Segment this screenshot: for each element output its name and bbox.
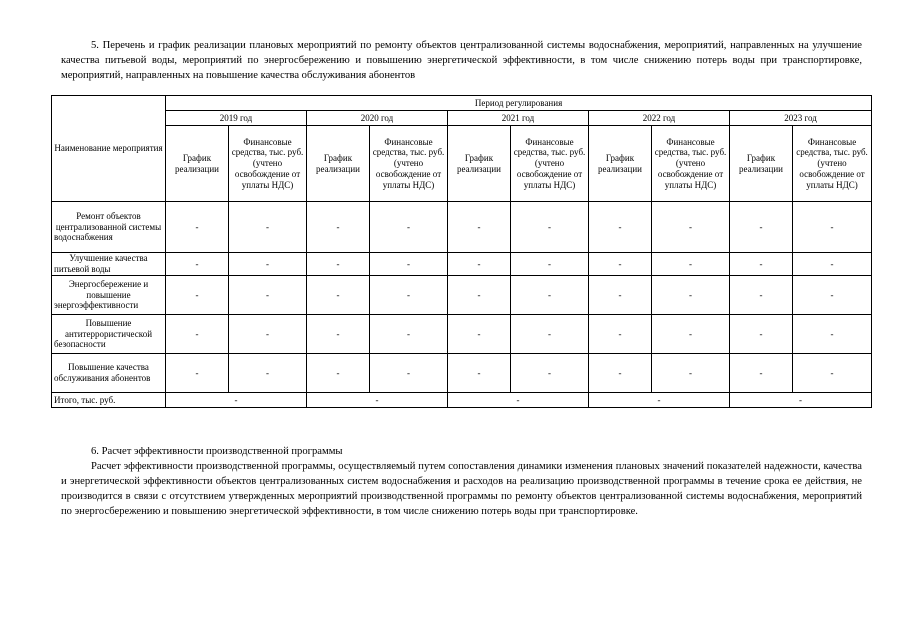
table-cell: - [448,202,511,253]
header-year: 2020 год [307,111,448,126]
table-cell: - [511,354,589,393]
total-cell: - [448,393,589,408]
table-cell: - [307,276,370,315]
table-cell: - [448,253,511,276]
header-year: 2022 год [589,111,730,126]
table-cell: - [229,354,307,393]
table-row [52,276,872,315]
table-cell: - [166,253,229,276]
row-name: Энергосбережение и повышение энергоэффективности [52,276,166,315]
header-schedule: График реализации [448,126,511,202]
table-cell: - [652,354,730,393]
table-cell: - [166,276,229,315]
header-period: Период регулирования [166,96,872,111]
table-cell: - [370,202,448,253]
row-name: Улучшение качества питьевой воды [52,253,166,276]
header-schedule: График реализации [166,126,229,202]
table-cell: - [511,276,589,315]
table-cell: - [448,354,511,393]
header-year: 2021 год [448,111,589,126]
table-cell: - [730,253,793,276]
table-cell: - [307,354,370,393]
table-cell: - [166,315,229,354]
total-cell: - [307,393,448,408]
table-cell: - [589,276,652,315]
table-cell: - [307,202,370,253]
table-cell: - [511,253,589,276]
table-cell: - [793,354,872,393]
table-cell: - [166,202,229,253]
table-cell: - [730,202,793,253]
table-cell: - [448,276,511,315]
section-6-body: Расчет эффективности производственной программы, осуществляемый путем сопоставления динамики изменения плановых значений показателей надежности, качества и энергетической эффективности объектов централизованных систем водоснабжения и расходов на реализацию производственной программы в течение срока ее действия, не производится в связи с отсутствием утвержденных мероприятий производственной программы по ремонту объектов централизованной системы водоснабжения, мероприятий по энергосбережению и повышению энергетической эффективности, в том числе снижению потерь воды при транспортировке. [61,461,862,517]
header-schedule: График реализации [589,126,652,202]
table-cell: - [229,202,307,253]
header-year: 2019 год [166,111,307,126]
table-cell: - [652,276,730,315]
table-cell: - [229,276,307,315]
table-row [52,315,872,354]
table-row [52,202,872,253]
table-cell: - [229,315,307,354]
table-cell: - [307,253,370,276]
table-cell: - [370,315,448,354]
table-cell: - [652,253,730,276]
total-cell: - [589,393,730,408]
table-cell: - [448,315,511,354]
table-cell: - [370,354,448,393]
row-name: Ремонт объектов централизованной системы водоснабжения [52,202,166,253]
table-cell: - [589,253,652,276]
table-cell: - [589,202,652,253]
table-cell: - [793,276,872,315]
table-row [52,354,872,393]
total-cell: - [730,393,872,408]
header-year: 2023 год [730,111,872,126]
header-schedule: График реализации [730,126,793,202]
table-cell: - [370,253,448,276]
table-cell: - [730,354,793,393]
table-cell: - [589,354,652,393]
header-finance: Финансовые средства, тыс. руб. (учтено освобождение от уплаты НДС) [229,126,307,202]
header-schedule: График реализации [307,126,370,202]
table-cell: - [511,315,589,354]
table-row-total [52,393,872,408]
table-cell: - [793,315,872,354]
header-finance: Финансовые средства, тыс. руб. (учтено освобождение от уплаты НДС) [652,126,730,202]
total-label: Итого, тыс. руб. [52,393,166,408]
header-finance: Финансовые средства, тыс. руб. (учтено освобождение от уплаты НДС) [793,126,872,202]
table-cell: - [166,354,229,393]
table-cell: - [793,202,872,253]
table-cell: - [229,253,307,276]
header-finance: Финансовые средства, тыс. руб. (учтено освобождение от уплаты НДС) [370,126,448,202]
table-cell: - [589,315,652,354]
total-cell: - [166,393,307,408]
section-6-heading: 6. Расчет эффективности производственной программы [91,446,343,457]
table-cell: - [730,276,793,315]
header-finance: Финансовые средства, тыс. руб. (учтено освобождение от уплаты НДС) [511,126,589,202]
header-name: Наименование мероприятия [52,96,166,202]
measures-table [51,95,872,408]
row-name: Повышение качества обслуживания абонентов [52,354,166,393]
table-cell: - [652,202,730,253]
table-row [52,253,872,276]
row-name: Повышение антитеррористической безопасности [52,315,166,354]
section-5-heading: 5. Перечень и график реализации плановых мероприятий по ремонту объектов централизованной системы водоснабжения, мероприятий, направленных на улучшение качества питьевой воды, мероприятий по энергосбережению и повышению энергетической эффективности, в том числе снижению потерь воды при транспортировке, мероприятий, направленных на повышение качества обслуживания абонентов [61,40,862,81]
table-cell: - [511,202,589,253]
table-cell: - [793,253,872,276]
table-cell: - [370,276,448,315]
table-cell: - [652,315,730,354]
table-cell: - [730,315,793,354]
table-cell: - [307,315,370,354]
